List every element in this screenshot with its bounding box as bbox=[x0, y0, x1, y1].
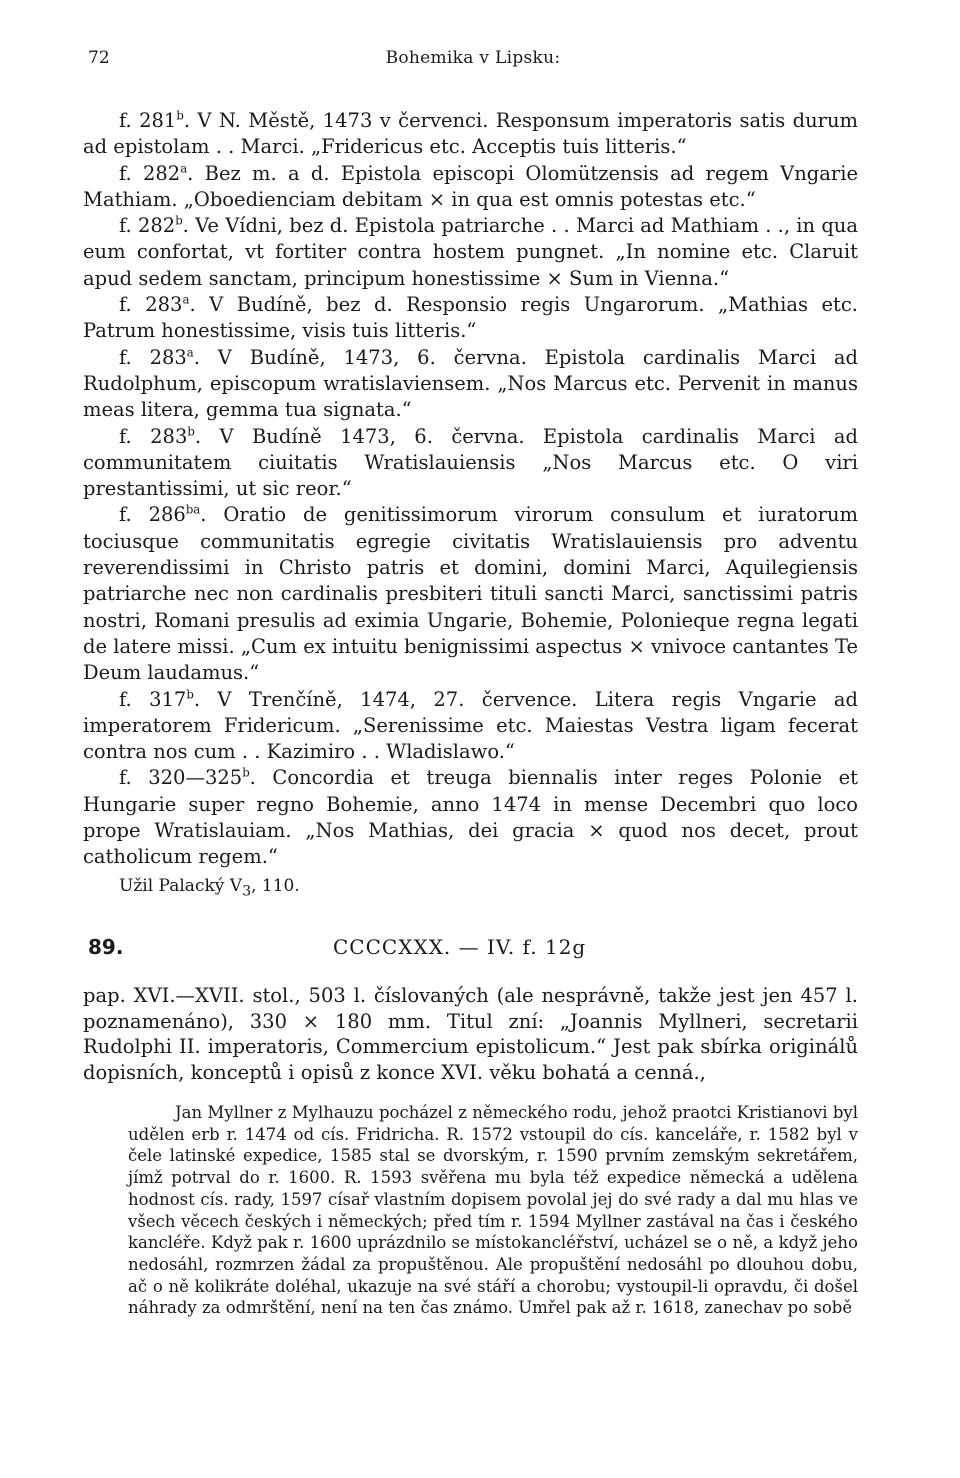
entry-folio: f. 281 bbox=[119, 109, 177, 132]
manuscript-description: pap. XVI.—XVII. stol., 503 l. číslovaných (ale nesprávně, takže jest jen 457 l. poznamenáno), 330 × 180 mm. Titul zní: „Joannis Myllneri, secretarii Rudolphi II. imperatoris, Commercium epistolicum.“ Jest pak sbírka originálů dopisních, konceptů i opisů z konce XVI. věku bohatá a cenná., bbox=[83, 984, 858, 1084]
page-number: 72 bbox=[88, 48, 110, 68]
entry-folio-sup: b bbox=[242, 765, 250, 780]
entry-text: . V Trenčíně, 1474, 27. července. Litera regis Vngarie ad imperatorem Fridericum. „Serenissime etc. Maiestas Vestra ligam fecerat contra nos cum . . Kazimiro . . Wladislawo.“ bbox=[83, 687, 858, 764]
entry-text: . V Budíně, bez d. Responsio regis Ungarorum. „Mathias etc. Patrum honestissime, visis tuis litteris.“ bbox=[83, 293, 858, 343]
entry-text: . Concordia et treuga biennalis inter reges Polonie et Hungarie super regno Bohemie, anno 1474 in mense Decembri quo loco prope Wratislauiam. „Nos Mathias, dei gracia × quod nos decet, prout catholicum regem.“ bbox=[83, 766, 858, 869]
entry-folio-sup: ba bbox=[185, 502, 201, 517]
source-note bbox=[119, 873, 858, 904]
entry-text: . V N. Městě, 1473 v červenci. Responsum imperatoris satis durum ad epistolam . . Marci. „Fridericus etc. Acceptis tuis litteris.“ bbox=[83, 109, 858, 159]
entry-folio: f. 282 bbox=[119, 161, 181, 185]
entry bbox=[83, 765, 858, 870]
entry-folio: f. 286 bbox=[119, 503, 186, 527]
section-heading bbox=[83, 935, 858, 965]
page-header bbox=[83, 48, 863, 72]
running-head: Bohemika v Lipsku: bbox=[385, 48, 561, 68]
entry bbox=[83, 502, 858, 686]
entry bbox=[83, 687, 858, 766]
entry bbox=[83, 292, 858, 345]
entry-folio: f. 320—325 bbox=[119, 766, 243, 790]
entry-folio: f. 282 bbox=[119, 214, 176, 238]
source-note-sub: 3 bbox=[242, 883, 252, 899]
entry bbox=[83, 424, 858, 503]
entry-text: . Bez m. a d. Epistola episcopi Olomützensis ad regem Vngarie Mathiam. „Oboedienciam debitam × in qua est omnis potestas etc.“ bbox=[83, 161, 858, 211]
entry-folio: f. 283 bbox=[119, 424, 188, 448]
entry-folio: f. 317 bbox=[119, 687, 187, 711]
entry bbox=[83, 213, 858, 292]
entry-folio-sup: b bbox=[187, 424, 195, 439]
entry-folio-sup: b bbox=[175, 213, 183, 228]
entry-folio-sup: a bbox=[186, 345, 194, 360]
entry-folio: f. 283 bbox=[119, 293, 183, 317]
source-note-text: Užil Palacký V bbox=[119, 875, 243, 896]
entry-folio-sup: a bbox=[182, 292, 190, 307]
entry-text: . V Budíně 1473, 6. června. Epistola cardinalis Marci ad communitatem ciuitatis Wratislauiensis „Nos Marcus etc. O viri prestantissimi, ut sic reor.“ bbox=[83, 424, 859, 501]
entry-folio-sup: a bbox=[180, 161, 188, 176]
entry bbox=[83, 108, 858, 161]
entry-list bbox=[83, 108, 858, 904]
section-number: 89. bbox=[88, 935, 124, 959]
entry bbox=[83, 161, 858, 214]
entry-text: . Oratio de genitissimorum virorum consulum et iuratorum tociusque communitatis egregie civitatis Wratislauiensis pro adventu reverendissimi in Christo patris et domini, domini Marci, Aquilegiensis patriarche nec non cardinalis presbiteri tituli sancti Marci, sanctissimi patris nostri, Romani presulis ad eximia Ungarie, Bohemie, Polonieque regna legati de latere missi. „Cum ex intuitu benignissimi aspectus × vnivoce cantantes Te Deum laudamus.“ bbox=[83, 503, 858, 685]
biographical-note: Jan Myllner z Mylhauzu pocházel z německého rodu, jehož praotci Kristianovi byl udělen erb r. 1474 od cís. Fridricha. R. 1572 vstoupil do cís. kanceláře, r. 1582 byl v čele latinské expedice, 1585 stal se dvorským, r. 1590 prvním zemským sekretářem, jímž potrval do r. 1600. R. 1593 svěřena mu byla též expedice německá a udělena hodnost cís. rady, 1597 císař vlastním dopisem povolal jej do své rady a dal mu hlas ve všech věcech českých i německých; před tím r. 1594 Myllner zastával na čas i českého kancléře. Když pak r. 1600 uprázdnilo se místokancléřství, ucházel se o ně, a když jeho nedosáhl, rozmrzen žádal za propuštěnou. Ale propuštění nedosáhl po dlouhou dobu, ač o ně kolikráte doléhal, ukazuje na své stáří a chorobu; vystoupil-li opravdu, či došel náhrady za odmrštění, není na ten čas známo. Umřel pak až r. 1618, zanechav po sobě bbox=[128, 1103, 858, 1318]
entry-folio-sup: b bbox=[186, 687, 194, 702]
source-note-tail: , 110. bbox=[251, 875, 300, 896]
entry-folio: f. 283 bbox=[119, 345, 187, 369]
section-title: CCCCXXX. — IV. f. 12g bbox=[333, 935, 587, 959]
entry-text: . Ve Vídni, bez d. Epistola patriarche . . Marci ad Mathiam . ., in qua eum confortat, vt fortiter contra hostem pungnet. „In nomine etc. Claruit apud sedem sanctam, principum honestissime × Sum in Vienna.“ bbox=[83, 214, 858, 290]
entry-text: . V Budíně, 1473, 6. června. Epistola cardinalis Marci ad Rudolphum, episcopum wratislaviensem. „Nos Marcus etc. Pervenit in manus meas litera, gemma tua signata.“ bbox=[83, 345, 859, 422]
entry-folio-sup: b bbox=[176, 108, 184, 123]
entry bbox=[83, 345, 858, 424]
